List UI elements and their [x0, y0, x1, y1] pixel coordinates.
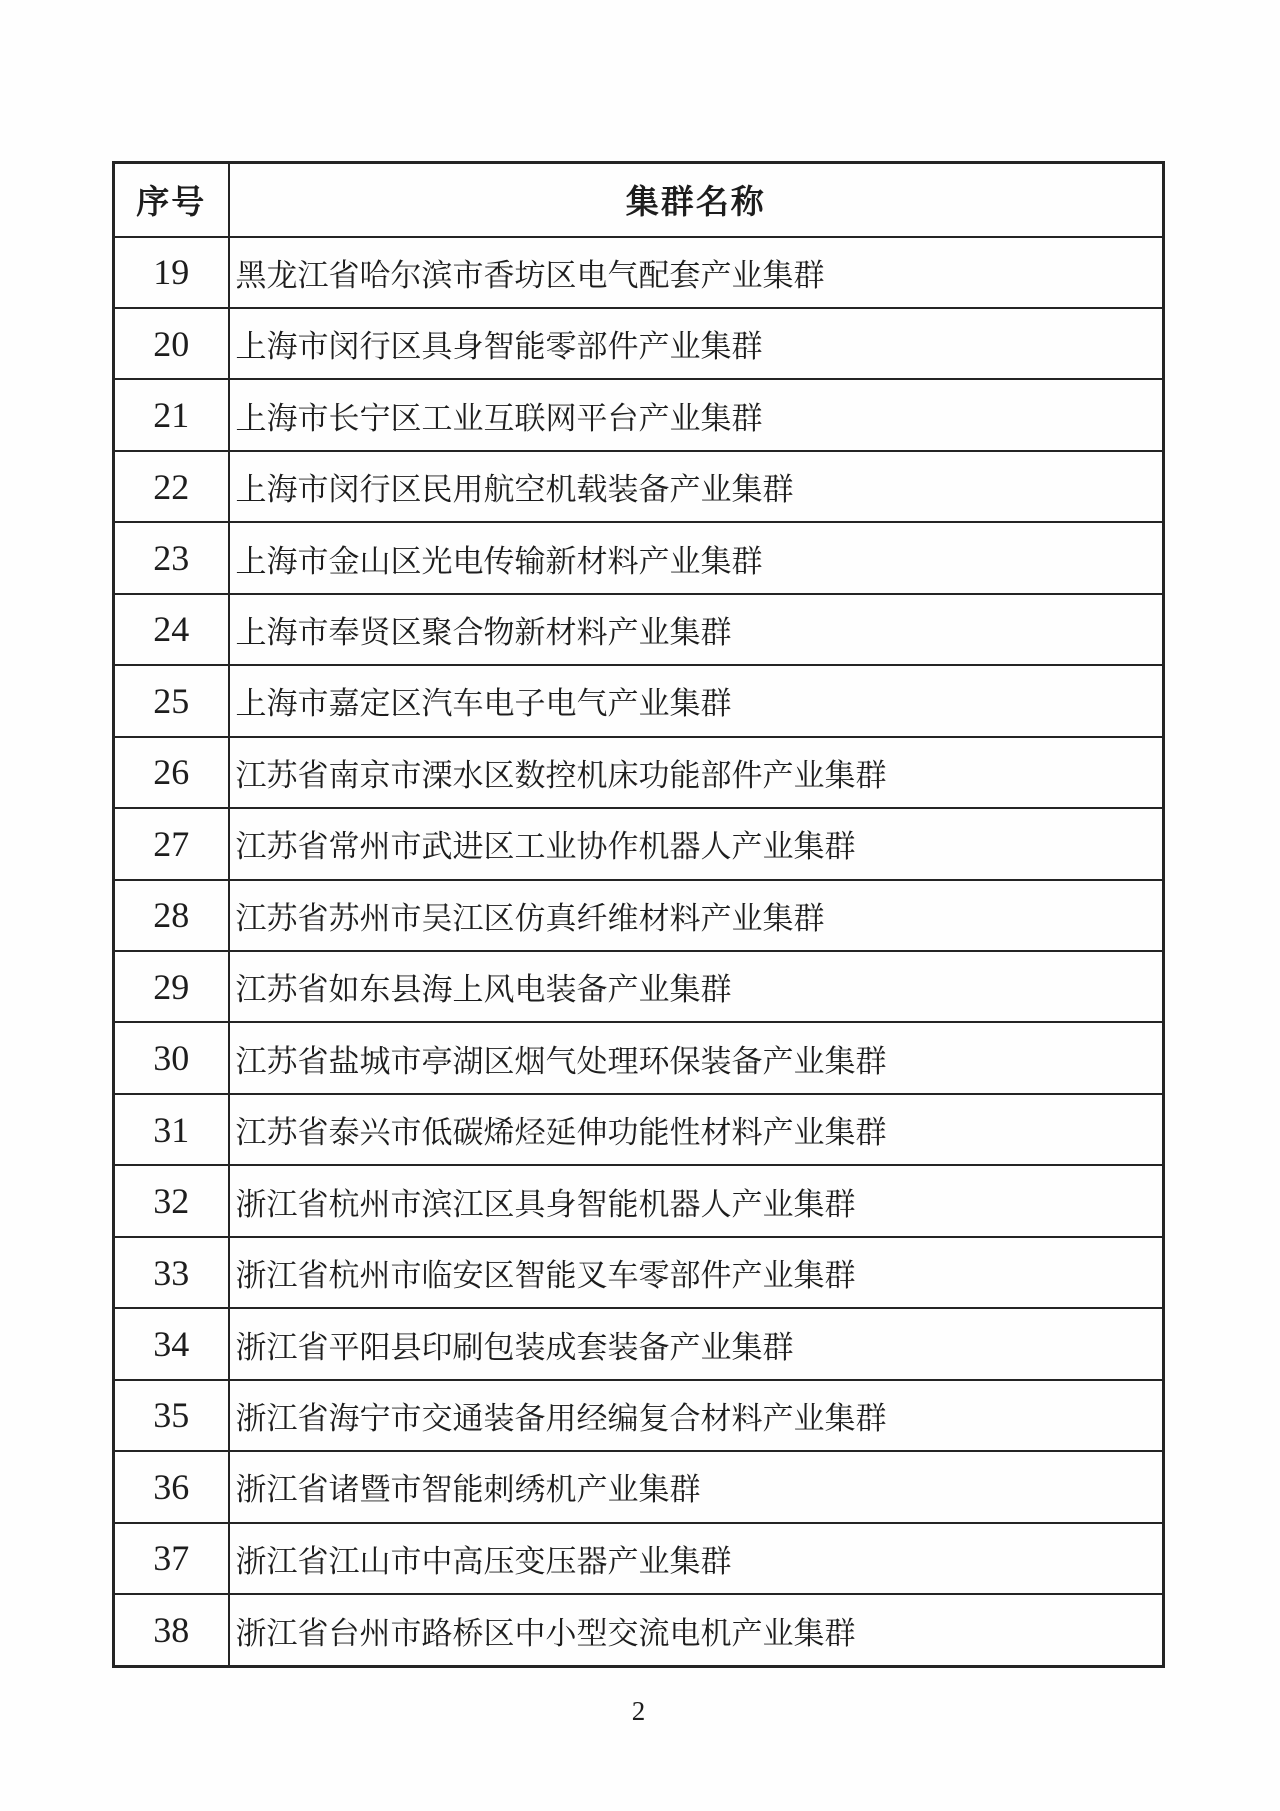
cluster-name-cell: 江苏省苏州市吴江区仿真纤维材料产业集群: [229, 880, 1164, 951]
table-body: [114, 237, 1164, 1667]
row-index-cell: 36: [114, 1451, 229, 1522]
row-index-cell: 35: [114, 1380, 229, 1451]
cluster-name-cell: 上海市闵行区民用航空机载装备产业集群: [229, 451, 1164, 522]
table-row: [114, 379, 1164, 450]
table-row: [114, 665, 1164, 736]
cluster-name-cell: 浙江省台州市路桥区中小型交流电机产业集群: [229, 1594, 1164, 1666]
table-row: [114, 1451, 1164, 1522]
cluster-table: [112, 161, 1165, 1668]
cluster-name-cell: 浙江省杭州市临安区智能叉车零部件产业集群: [229, 1237, 1164, 1308]
table-row: [114, 1380, 1164, 1451]
row-index-cell: 38: [114, 1594, 229, 1666]
table-row: [114, 737, 1164, 808]
table-row: [114, 808, 1164, 879]
row-index-cell: 26: [114, 737, 229, 808]
row-index-cell: 23: [114, 522, 229, 593]
row-index-cell: 24: [114, 594, 229, 665]
cluster-name-cell: 江苏省泰兴市低碳烯烃延伸功能性材料产业集群: [229, 1094, 1164, 1165]
cluster-name-cell: 黑龙江省哈尔滨市香坊区电气配套产业集群: [229, 237, 1164, 308]
cluster-name-cell: 浙江省平阳县印刷包装成套装备产业集群: [229, 1308, 1164, 1379]
row-index-cell: 19: [114, 237, 229, 308]
table-row: [114, 237, 1164, 308]
cluster-name-cell: 江苏省如东县海上风电装备产业集群: [229, 951, 1164, 1022]
table-row: [114, 880, 1164, 951]
table-row: [114, 1165, 1164, 1236]
row-index-cell: 21: [114, 379, 229, 450]
table-row: [114, 522, 1164, 593]
row-index-cell: 25: [114, 665, 229, 736]
header-cell-cluster-name: 集群名称: [229, 163, 1164, 237]
page-number: 2: [631, 1696, 646, 1726]
cluster-name-cell: 上海市奉贤区聚合物新材料产业集群: [229, 594, 1164, 665]
cluster-name-cell: 浙江省海宁市交通装备用经编复合材料产业集群: [229, 1380, 1164, 1451]
cluster-name-cell: 上海市金山区光电传输新材料产业集群: [229, 522, 1164, 593]
row-index-cell: 33: [114, 1237, 229, 1308]
cluster-name-cell: 上海市嘉定区汽车电子电气产业集群: [229, 665, 1164, 736]
row-index-cell: 20: [114, 308, 229, 379]
table-row: [114, 451, 1164, 522]
row-index-cell: 27: [114, 808, 229, 879]
row-index-cell: 22: [114, 451, 229, 522]
cluster-name-cell: 浙江省江山市中高压变压器产业集群: [229, 1523, 1164, 1594]
cluster-name-cell: 江苏省南京市溧水区数控机床功能部件产业集群: [229, 737, 1164, 808]
cluster-name-cell: 江苏省常州市武进区工业协作机器人产业集群: [229, 808, 1164, 879]
cluster-name-cell: 上海市长宁区工业互联网平台产业集群: [229, 379, 1164, 450]
row-index-cell: 32: [114, 1165, 229, 1236]
table-row: [114, 1022, 1164, 1093]
cluster-name-cell: 浙江省杭州市滨江区具身智能机器人产业集群: [229, 1165, 1164, 1236]
table-header-row: [114, 163, 1164, 237]
row-index-cell: 28: [114, 880, 229, 951]
row-index-cell: 29: [114, 951, 229, 1022]
table-row: [114, 1094, 1164, 1165]
cluster-name-cell: 上海市闵行区具身智能零部件产业集群: [229, 308, 1164, 379]
table-row: [114, 594, 1164, 665]
cluster-name-cell: 江苏省盐城市亭湖区烟气处理环保装备产业集群: [229, 1022, 1164, 1093]
header-cell-index: 序号: [114, 163, 229, 237]
table-row: [114, 308, 1164, 379]
table-row: [114, 1594, 1164, 1666]
cluster-name-cell: 浙江省诸暨市智能刺绣机产业集群: [229, 1451, 1164, 1522]
table-row: [114, 951, 1164, 1022]
table-row: [114, 1237, 1164, 1308]
row-index-cell: 31: [114, 1094, 229, 1165]
row-index-cell: 30: [114, 1022, 229, 1093]
row-index-cell: 37: [114, 1523, 229, 1594]
row-index-cell: 34: [114, 1308, 229, 1379]
table-row: [114, 1308, 1164, 1379]
table-row: [114, 1523, 1164, 1594]
